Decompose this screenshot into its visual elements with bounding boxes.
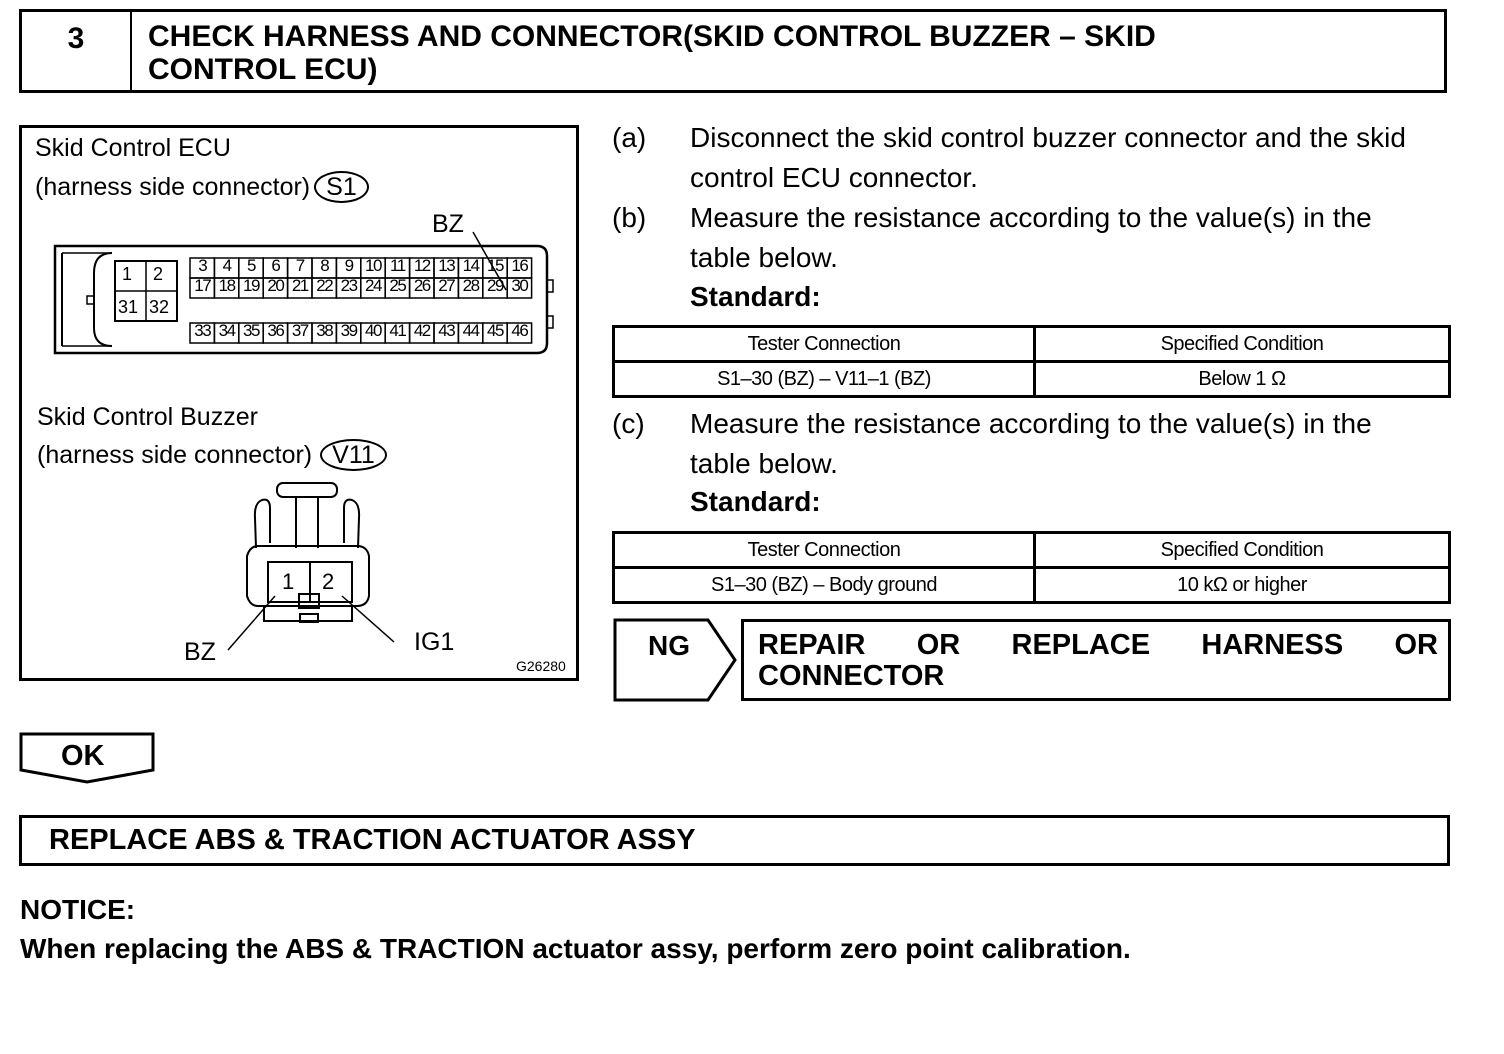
ecu-pin-26: 26: [413, 276, 430, 295]
standard-label-1: Standard:: [690, 281, 821, 312]
ecu-connector-id: S1: [314, 171, 369, 203]
ecu-pin-40: 40: [365, 321, 381, 340]
connector-figure: [19, 125, 579, 681]
ecu-pin-38: 38: [316, 321, 333, 340]
table1-header-condition: Specified Condition: [1035, 327, 1450, 362]
ecu-pin-9: 9: [344, 256, 353, 275]
ecu-pin-46: 46: [511, 321, 528, 340]
ecu-pin-20: 20: [267, 276, 284, 295]
ecu-pin-21: 21: [291, 276, 308, 295]
buzzer-connector-id: V11: [320, 439, 387, 471]
ecu-pin-43: 43: [438, 321, 455, 340]
ecu-pin-34: 34: [218, 321, 235, 340]
table2-header-condition: Specified Condition: [1035, 533, 1450, 568]
ecu-subtitle-text: (harness side connector): [35, 173, 311, 201]
step-number: 3: [22, 12, 132, 90]
ecu-title: Skid Control ECU: [35, 134, 231, 162]
ecu-pin-6: 6: [271, 256, 280, 275]
ecu-pin-35: 35: [243, 321, 259, 340]
ecu-pin-36: 36: [267, 321, 284, 340]
ecu-pin-16: 16: [511, 256, 528, 275]
table2-header-connection: Tester Connection: [614, 533, 1035, 568]
step-title-line2: CONTROL ECU): [148, 53, 378, 86]
buzzer-subtitle-text: (harness side connector): [37, 441, 313, 469]
ecu-pin-5: 5: [247, 256, 255, 275]
ecu-pin-3: 3: [198, 256, 207, 275]
ecu-pin-24: 24: [365, 276, 381, 295]
ecu-pin-32: 32: [149, 297, 170, 317]
notice-text: When replacing the ABS & TRACTION actuator assy, perform zero point calibration.: [20, 933, 1131, 964]
ecu-pin-45: 45: [487, 321, 503, 340]
buzzer-pin-1: 1: [282, 569, 295, 594]
standard-label-2: Standard:: [690, 486, 821, 517]
ecu-pin-10: 10: [365, 256, 381, 275]
ecu-pin-14: 14: [462, 256, 479, 275]
ecu-pin-7: 7: [295, 256, 304, 275]
ecu-pin-39: 39: [340, 321, 357, 340]
buzzer-subtitle: [37, 439, 387, 471]
final-action-text: REPLACE ABS & TRACTION ACTUATOR ASSY: [49, 824, 696, 856]
ecu-pin-12: 12: [413, 256, 430, 275]
ecu-pin-label: BZ: [432, 210, 464, 238]
ecu-pin-23: 23: [340, 276, 357, 295]
ecu-pin-22: 22: [316, 276, 333, 295]
figure-code: G26280: [516, 658, 566, 674]
ecu-pin-8: 8: [320, 256, 329, 275]
ecu-pin-33: 33: [194, 321, 211, 340]
ecu-connector-inner: [94, 253, 112, 346]
spec-table-1: [612, 325, 1451, 398]
ecu-pin-2: 2: [153, 264, 164, 284]
step-b-line1: Measure the resistance according to the value(s) in the: [690, 202, 1372, 233]
buzzer-connector-drawing: [247, 483, 369, 622]
buzzer-title: Skid Control Buzzer: [37, 403, 258, 431]
buzzer-bz-label: BZ: [184, 638, 216, 666]
ecu-pin-27: 27: [438, 276, 455, 295]
table2-cell-connection: S1–30 (BZ) – Body ground: [614, 568, 1035, 603]
ecu-pin-31: 31: [118, 297, 139, 317]
step-b-line2: table below.: [690, 242, 838, 273]
step-b-letter: (b): [612, 202, 647, 233]
ecu-pin-18: 18: [218, 276, 235, 295]
ng-result-line2: CONNECTOR: [758, 660, 945, 692]
ecu-pin-13: 13: [438, 256, 455, 275]
step-c-letter: (c): [612, 408, 645, 439]
step-title-line1: CHECK HARNESS AND CONNECTOR(SKID CONTROL BUZZER – SKID: [148, 20, 1156, 53]
ecu-pin-29: 29: [487, 276, 503, 295]
ecu-pin-17: 17: [194, 276, 211, 295]
ecu-pin-30: 30: [511, 276, 528, 295]
ecu-pin-44: 44: [462, 321, 479, 340]
ecu-pin-4: 4: [222, 256, 231, 275]
step-c-line1: Measure the resistance according to the value(s) in the: [690, 408, 1372, 439]
ecu-pin-41: 41: [389, 321, 406, 340]
buzzer-ig1-leader: [342, 596, 394, 642]
step-header: [19, 9, 1447, 93]
step-a-line2: control ECU connector.: [690, 162, 978, 193]
ecu-pin-25: 25: [389, 276, 406, 295]
step-title: [148, 20, 1298, 86]
table1-cell-condition: Below 1 Ω: [1035, 362, 1450, 397]
ecu-pin-1: 1: [122, 264, 133, 284]
ok-label: OK: [61, 740, 105, 772]
table1-cell-connection: S1–30 (BZ) – V11–1 (BZ): [614, 362, 1035, 397]
table2-cell-condition: 10 kΩ or higher: [1035, 568, 1450, 603]
ecu-pin-28: 28: [462, 276, 479, 295]
table1-header-connection: Tester Connection: [614, 327, 1035, 362]
ecu-pin-15: 15: [487, 256, 503, 275]
buzzer-ig1-label: IG1: [414, 628, 455, 656]
ng-result-line1: REPAIR OR REPLACE HARNESS OR: [758, 629, 1438, 661]
ng-label: NG: [648, 630, 690, 661]
spec-table-2: [612, 531, 1451, 604]
final-action-box: [19, 815, 1450, 866]
notice-title: NOTICE:: [20, 894, 136, 925]
step-a-letter: (a): [612, 122, 647, 153]
ng-branch-arrow: [613, 618, 738, 702]
ok-branch-arrow: [19, 732, 155, 784]
ecu-pin-42: 42: [413, 321, 430, 340]
step-a-line1: Disconnect the skid control buzzer connector and the skid: [690, 122, 1406, 153]
ng-result-box: [741, 619, 1451, 701]
buzzer-pin-2: 2: [322, 569, 335, 594]
ecu-pin-37: 37: [291, 321, 308, 340]
ecu-pin-11: 11: [390, 256, 405, 275]
step-c-line2: table below.: [690, 448, 838, 479]
ecu-pin-19: 19: [243, 276, 259, 295]
